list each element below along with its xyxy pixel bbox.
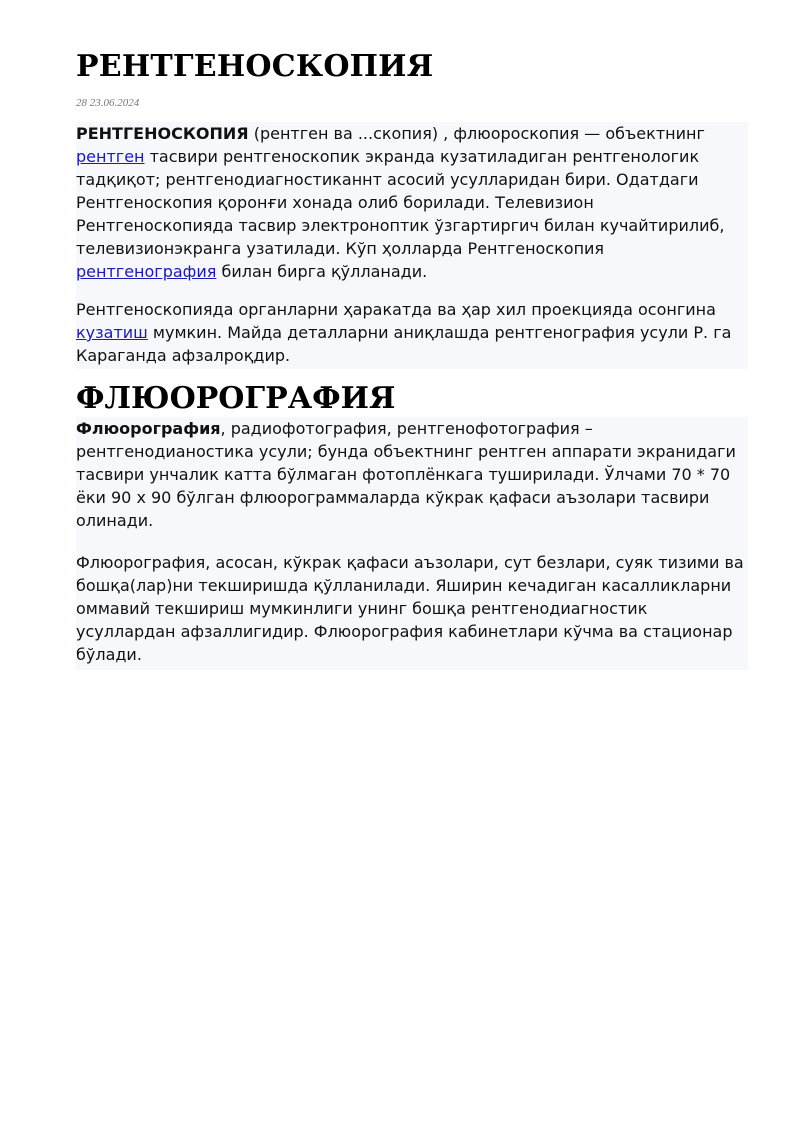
paragraph [76,417,744,532]
link-kuzatish[interactable]: кузатиш [76,323,148,342]
link-rentgen[interactable]: рентген [76,147,145,166]
paragraph-text: Рентгеноскопияда органларни ҳаракатда ва ҳар хил проекцияда осонгина [76,300,716,319]
paragraph-text: тасвири рентгеноскопик экранда кузатиладиган рентгенологик тадқиқот; рентгенодиагностиканнт асосий усулларидан бири. Одатдаги Рентгеноскопия қоронғи хонада олиб борилади. Телевизион Рентгеноскопияда тасвир электроноптик ўзгартиргич билан кучайтирилиб, телевизионэкранга узатилади. Кўп ҳолларда Рентгеноскопия [76,147,725,258]
term-bold: РЕНТГЕНОСКОПИЯ [76,124,249,143]
paragraph [76,298,744,367]
paragraph [76,122,744,283]
article [76,48,744,670]
term-bold: Флюорография [76,419,221,438]
paragraph-text: билан бирга қўлланади. [216,262,428,281]
section-heading: ФЛЮОРОГРАФИЯ [76,381,396,416]
paragraph-text: мумкин. Майда деталларни аниқлашда рентгенография усули Р. га Караганда афзалроқдир. [76,323,732,365]
section-roentgenoscopy [76,122,748,369]
link-rentgenografiya[interactable]: рентгенография [76,262,217,281]
paragraph-text: (рентген ва ...скопия) , флюороскопия — объектнинг [248,124,705,143]
paragraph-text: , радиофотография, рентгенофотография – рентгенодианостика усули; бунда объектнинг рентген аппарати экранидаги тасвири унчалик катта бўлмаган фотоплёнкага туширилади. Ўлчами 70 * 70 ёки 90 х 90 бўлган флюорограммаларда кўкрак қафаси аъзолари тасвири олинади. [76,419,736,530]
article-date: 28 23.06.2024 [76,97,140,109]
paragraph-text: Флюорография, асосан, кўкрак қафаси аъзолари, сут безлари, суяк тизими ва бошқа(лар)ни текширишда қўлланилади. Яширин кечадиган касалликларни оммавий текшириш мумкинлиги унинг бошқа рентгенодиагностик усуллардан афзаллигидир. Флюорография кабинетлари кўчма ва стационар бўлади. [76,553,744,664]
paragraph [76,551,744,666]
page-title: РЕНТГЕНОСКОПИЯ [76,49,434,84]
section-fluorography [76,417,748,670]
